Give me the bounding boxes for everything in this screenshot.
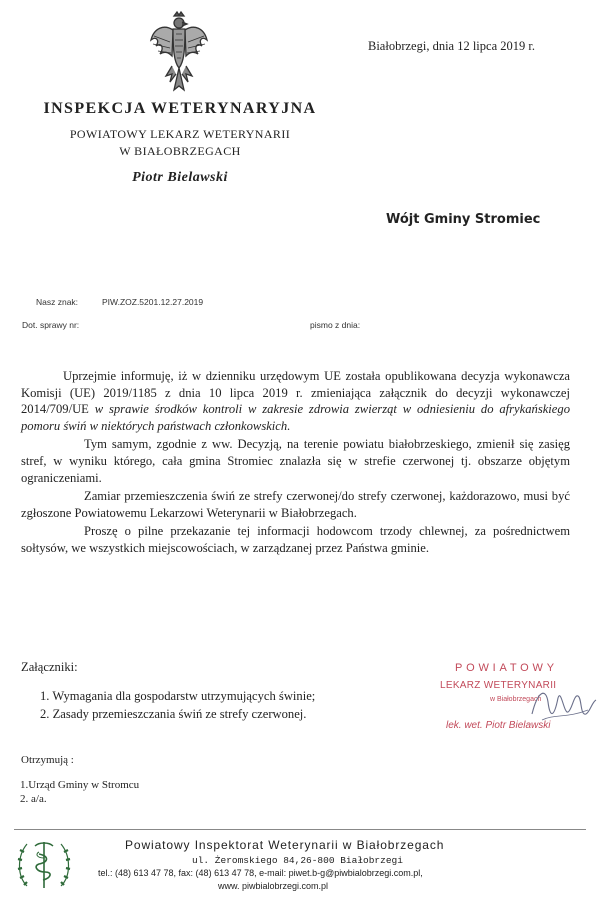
paragraph-1-text: Uprzejmie informuję, iż w dzienniku urzędowym UE została opublikowana decyzja wykonawcza Komisji (UE) 2019/1185 z dnia 10 lipca 2019 r. zmieniająca załącznik do decyzji wykonawczej 2014/709/UE (21, 369, 570, 417)
recipients-list (20, 778, 139, 806)
attachments-list (40, 688, 315, 723)
stamp-line-2: LEKARZ WETERYNARII (440, 680, 557, 691)
letter-body (21, 368, 570, 557)
institution-name: INSPEKCJA WETERYNARYJNA (43, 100, 317, 117)
case-number-label: Dot. sprawy nr: (22, 320, 80, 330)
stamp-line-4: lek. wet. Piotr Bielawski (446, 720, 551, 731)
stamp-line-1: POWIATOWY (455, 662, 558, 674)
official-stamp (428, 648, 596, 740)
body-paragraph-3: Zamiar przemieszczenia świń ze strefy czerwonej/do strefy czerwonej, każdorazowo, musi być zgłoszone Powiatowemu Lekarzowi Weterynarii w Białobrzegach. (21, 489, 570, 520)
footer-address: ul. Żeromskiego 84,26-800 Białobrzegi (192, 855, 403, 866)
paragraph-1-italic: w sprawie środków kontroli w zakresie zdrowia zwierząt w odniesieniu do afrykańskiego pomoru świń w niektórych państwach członkowskich. (21, 402, 570, 433)
body-paragraph-1 (21, 368, 570, 434)
recipient-item: 1.Urząd Gminy w Stromcu (20, 779, 140, 791)
addressee: Wójt Gminy Stromiec (386, 212, 541, 227)
footer-website: www. piwbialobrzegi.com.pl (218, 881, 329, 891)
footer-divider (14, 829, 586, 830)
recipients-title: Otrzymują : (21, 754, 74, 766)
our-sign-label: Nasz znak: (36, 297, 79, 307)
attachments-title: Załączniki: (21, 660, 78, 674)
place-and-date: Białobrzegi, dnia 12 lipca 2019 r. (368, 39, 535, 53)
office-title-line2: W BIAŁOBRZEGACH (119, 144, 241, 158)
veterinary-caduceus-logo-icon (15, 834, 73, 894)
officer-name: Piotr Bielawski (132, 170, 228, 185)
stamp-line-3: w Białobrzegach (490, 696, 542, 703)
attachment-item: 1. Wymagania dla gospodarstw utrzymujących świnie; (40, 689, 316, 703)
our-sign-value: PIW.ZOZ.5201.12.27.2019 (102, 297, 204, 307)
letter-date-label: pismo z dnia: (310, 320, 361, 330)
handwritten-signature-icon (528, 684, 597, 728)
body-paragraph-4: Proszę o pilne przekazanie tej informacji hodowcom trzody chlewnej, za pośrednictwem sołtysów, we wszystkich miejscowościach, w zarządzanej przez Państwa gminie. (21, 524, 570, 555)
office-title-line1: POWIATOWY LEKARZ WETERYNARII (69, 127, 291, 141)
attachment-item: 2. Zasady przemieszczania świń ze strefy czerwonej. (40, 706, 307, 721)
recipient-item: 2. a/a. (20, 793, 47, 805)
eagle-emblem-icon (148, 10, 210, 96)
footer-institution: Powiatowy Inspektorat Weterynarii w Białobrzegach (125, 838, 445, 852)
footer-contact: tel.: (48) 613 47 78, fax: (48) 613 47 78, e-mail: piwet.b-g@piwbialobrzegi.com.pl, (98, 868, 423, 878)
body-paragraph-2: Tym samym, zgodnie z ww. Decyzją, na terenie powiatu białobrzeskiego, zmienił się zasięg stref, w wyniku którego, cała gmina Stromiec znalazła się w strefie czerwonej tj. obszarze objętym ograniczeniami. (21, 437, 570, 485)
